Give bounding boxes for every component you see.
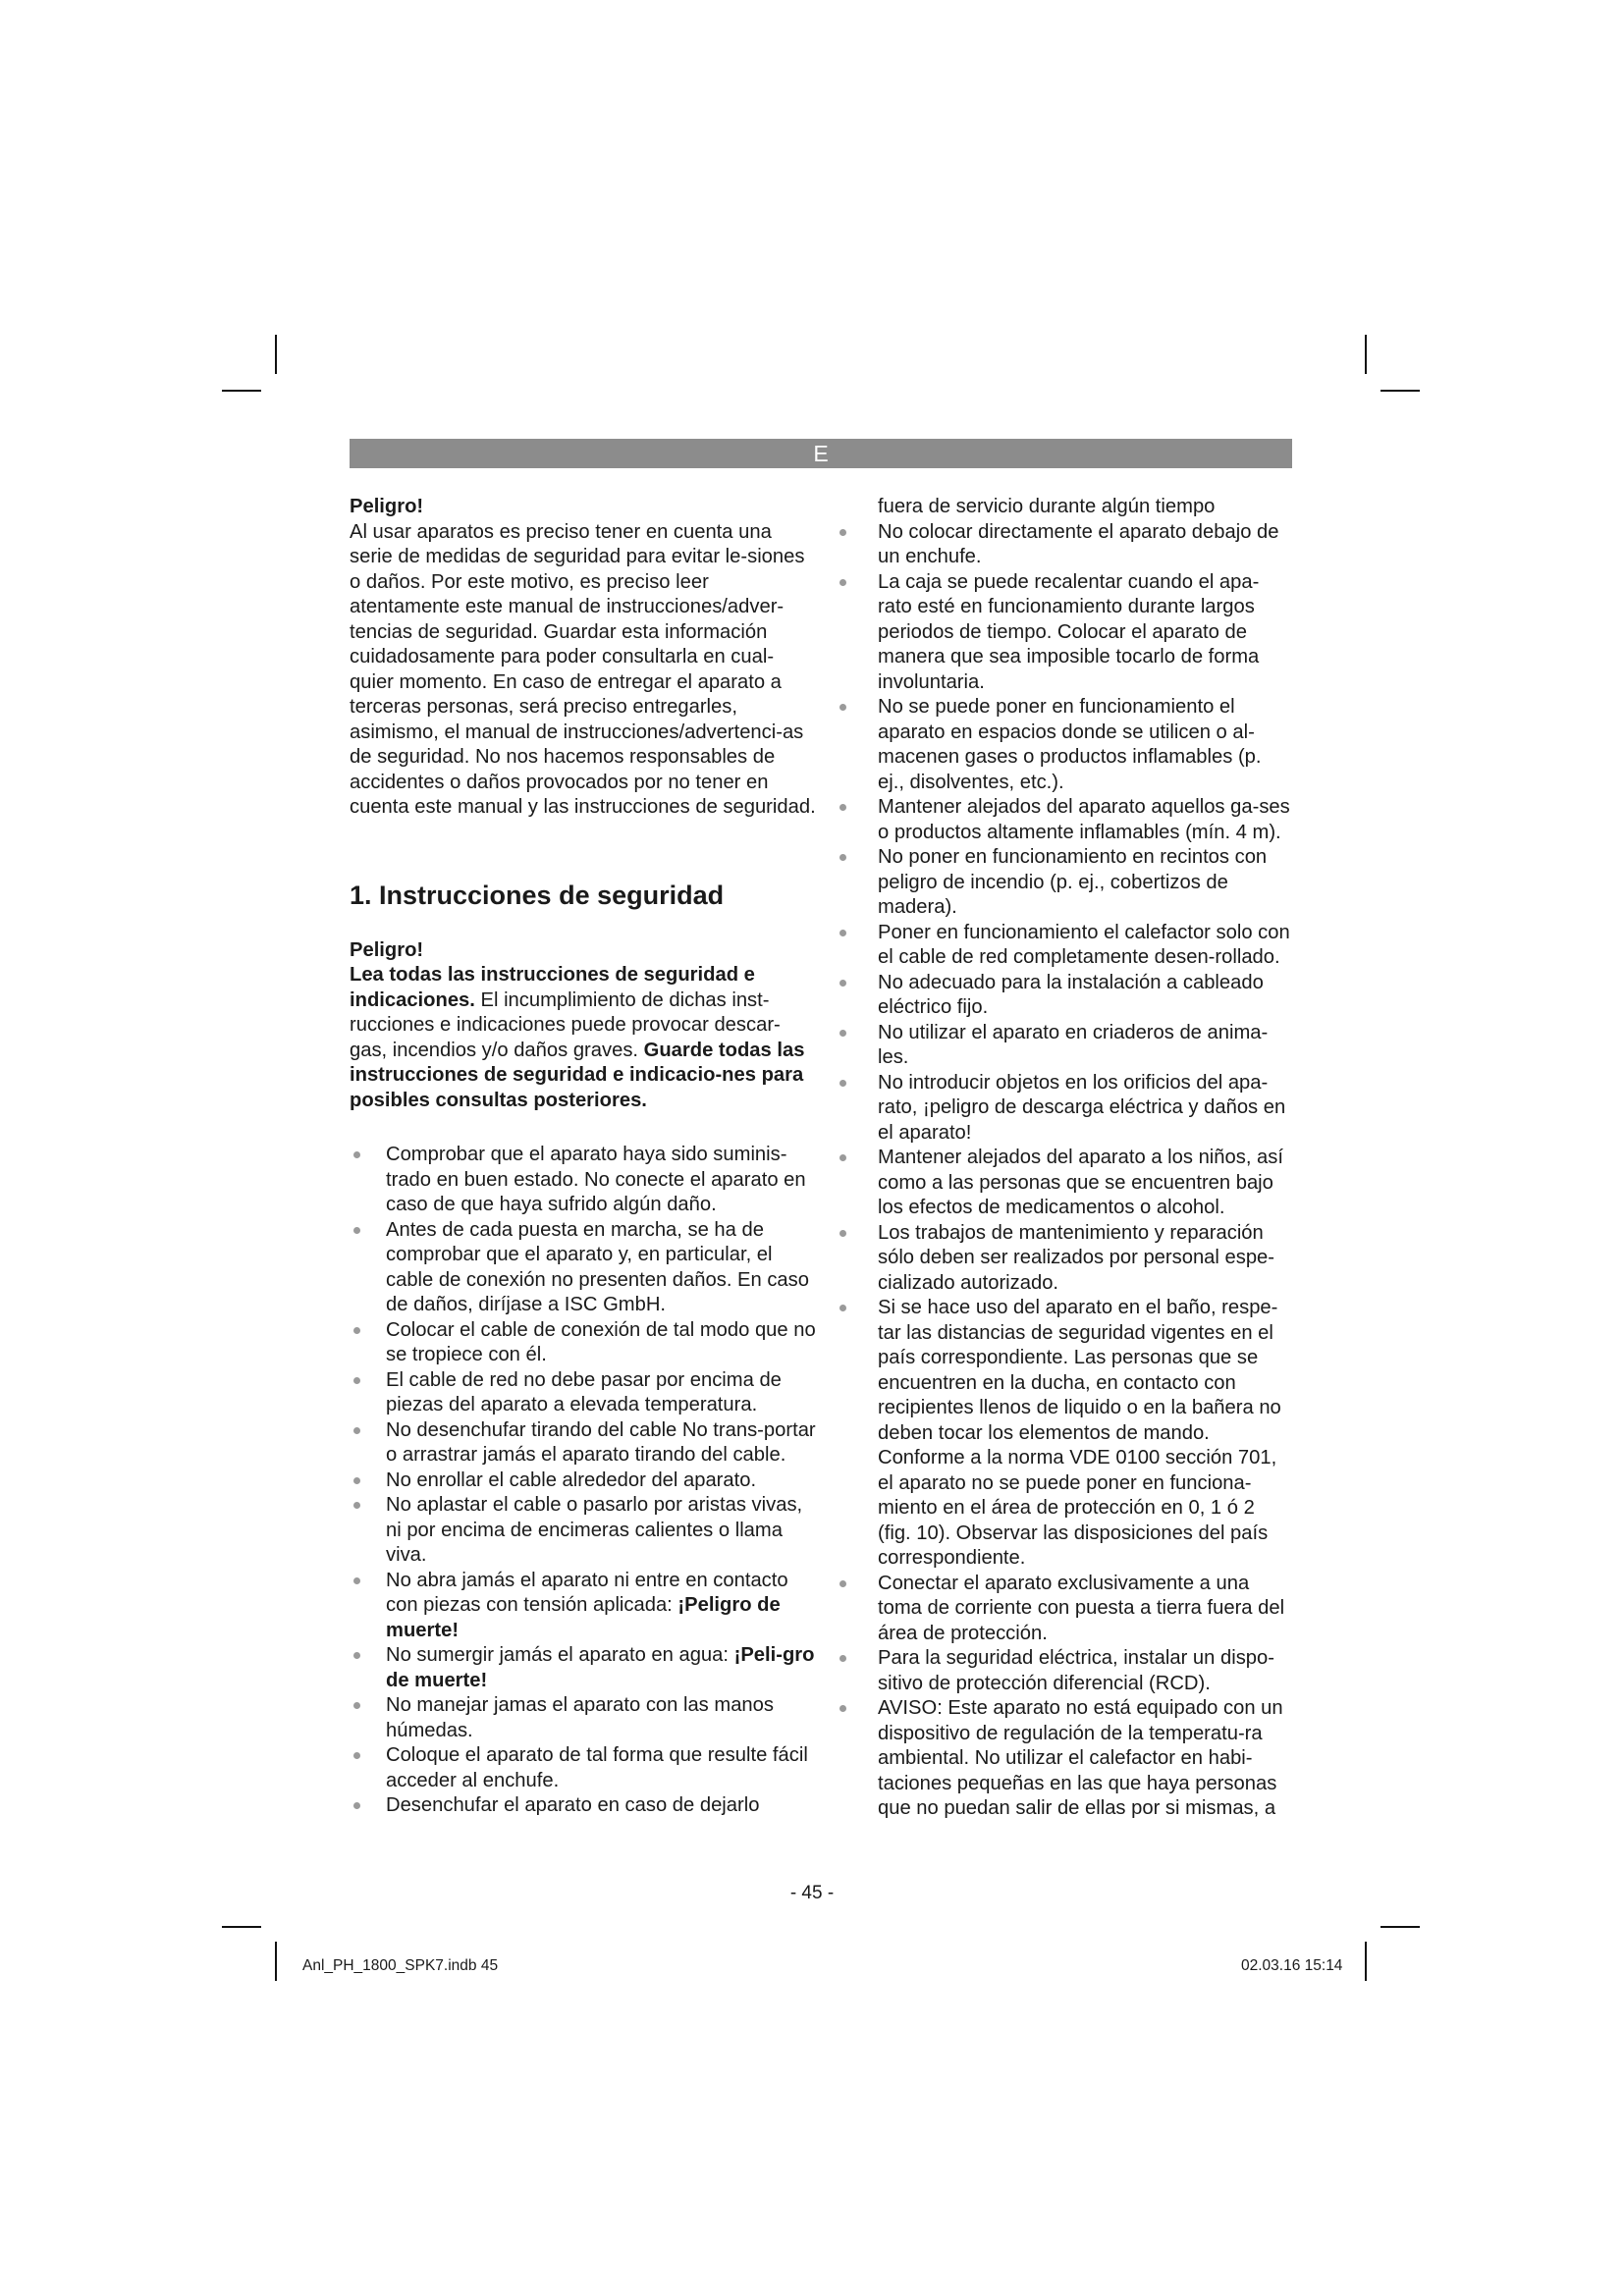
item-text: Antes de cada puesta en marcha, se ha de comprobar que el aparato y, en particular, el cable de conexión no presenten daños. En caso de daños, diríjase a ISC GmbH. [386, 1218, 809, 1315]
list-item [350, 1793, 816, 1819]
crop-mark [222, 1926, 261, 1928]
list-item: Mantener alejados del aparato aquellos ga-ses o productos altamente inflamables (mín. 4 m). [831, 795, 1292, 845]
intro-heading: Peligro! [350, 496, 424, 517]
list-item: No adecuado para la instalación a cableado eléctrico fijo. [831, 971, 1292, 1021]
list-item: No poner en funcionamiento en recintos con peligro de incendio (p. ej., cobertizos de madera). [831, 845, 1292, 921]
warning-bold-lead: Lea todas las instrucciones de seguridad e indicaciones. [350, 964, 755, 1011]
item-text: Comprobar que el aparato haya sido suminis-trado en buen estado. No conecte el aparato en caso de que haya sufrido algún daño. [386, 1144, 806, 1215]
list-item: AVISO: Este aparato no está equipado con un dispositivo de regulación de la temperatu-ra ambiental. No utilizar el calefactor en habi-taciones pequeñas en las que haya personas que no puedan salir de ellas por si mismas, a [831, 1696, 1292, 1822]
crop-mark [1380, 1926, 1420, 1928]
left-column [350, 495, 816, 1819]
list-item: Los trabajos de mantenimiento y reparación sólo deben ser realizados por personal espe-cializado autorizado. [831, 1221, 1292, 1297]
list-item [350, 1418, 816, 1468]
list-item: Si se hace uso del aparato en el baño, respe-tar las distancias de seguridad vigentes en el país correspondiente. Las personas que se encuentren en la ducha, en contacto con recipientes llenos de liquido o en la bañera no deben tocar los elementos de mando. Conforme a la norma VDE 0100 sección 701, el aparato no se puede poner en funciona-miento en el área de protección en 0, 1 ó 2 (fig. 10). Observar las disposiciones del país correspondiente. [831, 1296, 1292, 1572]
crop-mark [222, 390, 261, 392]
list-item: Mantener alejados del aparato a los niños, así como a las personas que se encuentren bajo los efectos de medicamentos o alcohol. [831, 1146, 1292, 1221]
item-text: No aplastar el cable o pasarlo por aristas vivas, ni por encima de encimeras calientes o llama viva. [386, 1494, 803, 1566]
intro-paragraph: Al usar aparatos es preciso tener en cuenta una serie de medidas de seguridad para evitar le-siones o daños. Por este motivo, es preciso leer atentamente este manual de instrucciones/adver-tencias de seguridad. Guardar esta información cuidadosamente para poder consultarla en cual-quier momento. En caso de entregar el aparato a terceras personas, será preciso entregarles, asimismo, el manual de instrucciones/advertenci-as de seguridad. No nos hacemos responsables de accidentes o daños provocados por no tener en cuenta este manual y las instrucciones de seguridad. [350, 520, 816, 818]
item-text: No enrollar el cable alrededor del aparato. [386, 1468, 757, 1491]
list-item [350, 1493, 816, 1569]
crop-mark [1365, 335, 1367, 374]
item-text: Coloque el aparato de tal forma que resulte fácil acceder al enchufe. [386, 1744, 808, 1791]
list-continuation: fuera de servicio durante algún tiempo [878, 496, 1216, 517]
danger-warning: ¡Peligro de muerte! [386, 1594, 781, 1641]
item-text: No sumergir jamás el aparato en agua: [386, 1644, 734, 1666]
list-item: No colocar directamente el aparato debajo de un enchufe. [831, 520, 1292, 570]
list-item [350, 1643, 816, 1693]
warning-text: El incumplimiento de dichas inst-rucciones e indicaciones puede provocar descar-gas, incendios y/o daños graves. [350, 988, 781, 1061]
list-item [350, 1368, 816, 1418]
list-item: No introducir objetos en los orificios del apa-rato, ¡peligro de descarga eléctrica y daños en el aparato! [831, 1071, 1292, 1147]
warning-bold-tail: Guarde todas las instrucciones de seguridad e indicacio-nes para posibles consultas posteriores. [350, 1039, 805, 1111]
item-text: No desenchufar tirando del cable No trans-portar o arrastrar jamás el aparato tirando del cable. [386, 1418, 816, 1466]
list-item [350, 1693, 816, 1743]
list-item: Para la seguridad eléctrica, instalar un dispo-sitivo de protección diferencial (RCD). [831, 1646, 1292, 1696]
crop-mark [1380, 390, 1420, 392]
item-text: El cable de red no debe pasar por encima de piezas del aparato a elevada temperatura. [386, 1368, 782, 1415]
section-title: 1. Instrucciones de seguridad [350, 880, 725, 910]
list-item [350, 1318, 816, 1368]
footer-file-info: Anl_PH_1800_SPK7.indb 45 [302, 1957, 499, 1974]
item-text: Desenchufar el aparato en caso de dejarlo [386, 1794, 760, 1816]
list-item [350, 1743, 816, 1793]
language-banner: E [350, 439, 1292, 468]
warning-paragraph [350, 963, 816, 1113]
crop-mark [1365, 1942, 1367, 1981]
item-text: No abra jamás el aparato ni entre en contacto con piezas con tensión aplicada: [386, 1569, 788, 1616]
danger-warning: ¡Peli-gro de muerte! [386, 1644, 815, 1691]
safety-list-right [831, 520, 1292, 1822]
list-item: No se puede poner en funcionamiento el aparato en espacios donde se utilicen o al-macenen gases o productos inflamables (p. ej., disolventes, etc.). [831, 695, 1292, 795]
page-number: - 45 - [789, 1883, 835, 1903]
list-item [350, 1143, 816, 1218]
list-item [350, 1218, 816, 1318]
list-item: No utilizar el aparato en criaderos de anima-les. [831, 1021, 1292, 1071]
right-column [831, 495, 1292, 1822]
list-item [350, 1468, 816, 1494]
safety-list-left [350, 1143, 816, 1819]
list-item: Conectar el aparato exclusivamente a una toma de corriente con puesta a tierra fuera del área de protección. [831, 1572, 1292, 1647]
footer-date: 02.03.16 15:14 [1241, 1957, 1343, 1974]
list-item: La caja se puede recalentar cuando el apa-rato esté en funcionamiento durante largos periodos de tiempo. Colocar el aparato de manera que sea imposible tocarlo de forma involuntaria. [831, 570, 1292, 696]
list-item [350, 1569, 816, 1644]
list-item: Poner en funcionamiento el calefactor solo con el cable de red completamente desen-rollado. [831, 921, 1292, 971]
warning-heading: Peligro! [350, 938, 424, 961]
item-text: No manejar jamas el aparato con las manos húmedas. [386, 1694, 774, 1741]
crop-mark [275, 335, 277, 374]
item-text: Colocar el cable de conexión de tal modo que no se tropiece con él. [386, 1318, 816, 1365]
crop-mark [275, 1942, 277, 1981]
